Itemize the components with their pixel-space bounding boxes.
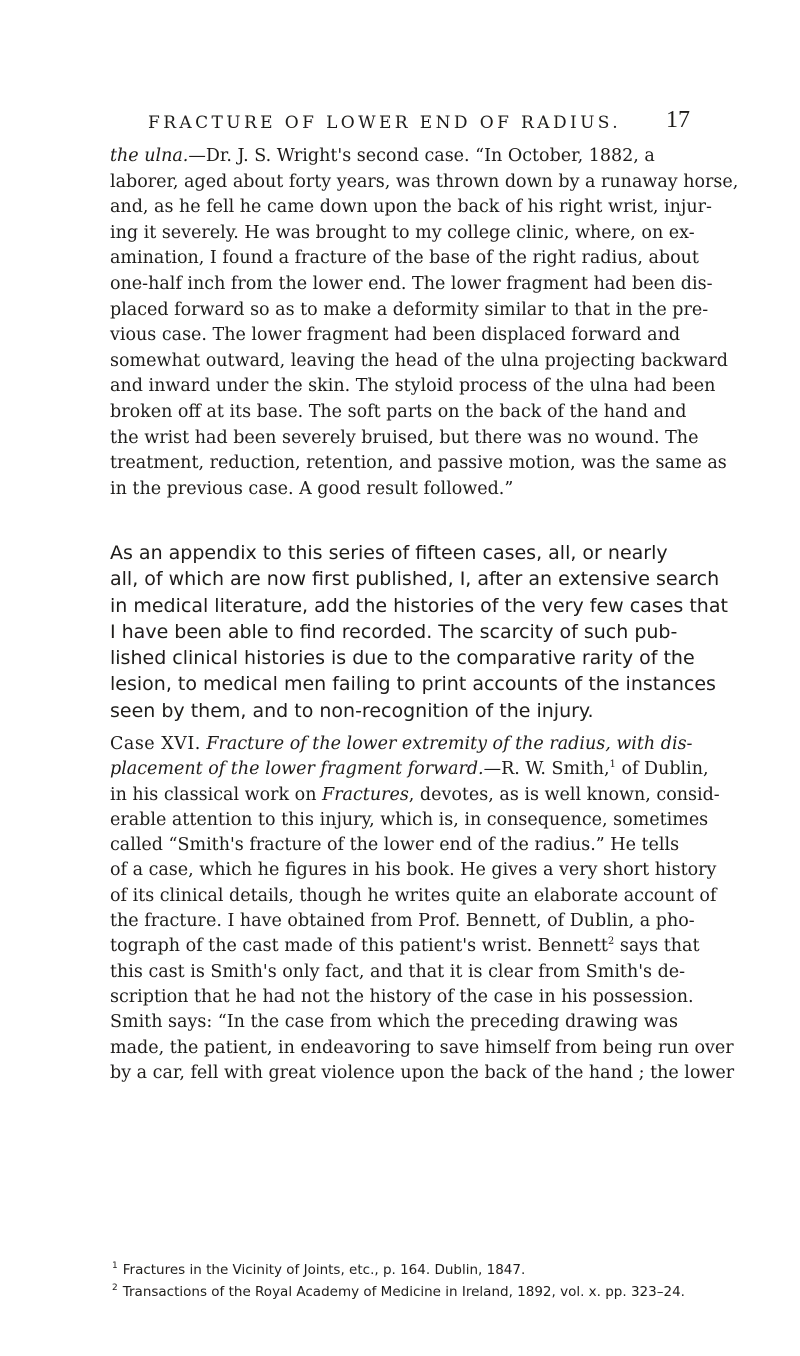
text-line: and, as he fell he came down upon the back of his right wrist, injur- bbox=[110, 197, 712, 218]
text-line: vious case. The lower fragment had been displaced forward and bbox=[110, 325, 681, 346]
footnote: $^2$ Transactions of the Royal Academy of Medicine in Ireland, 1892, vol. x. pp. 323–24. bbox=[112, 1283, 685, 1300]
text-line: of its clinical details, though he writes quite an elaborate account of bbox=[110, 885, 717, 906]
footnotes bbox=[110, 1257, 700, 1301]
case-title: Fracture of the lower extremity of the radius, with dis- bbox=[206, 734, 693, 754]
paragraph-case-xvi bbox=[110, 732, 735, 1086]
text-line: by a car, fell with great violence upon the back of the hand ; the lower bbox=[110, 1062, 735, 1083]
book-title: Fractures bbox=[322, 784, 409, 805]
text-line: I have been able to find recorded. The scarcity of such pub- bbox=[110, 620, 678, 643]
case-title-cont: placement of the lower fragment forward. bbox=[110, 759, 484, 780]
text-line: placement of the lower fragment forward.—R. W. Smith,$^1$ of Dublin, bbox=[110, 759, 709, 780]
text-line: lesion, to medical men failing to print accounts of the instances bbox=[110, 673, 716, 696]
footnote-ref-1: 1 bbox=[609, 759, 616, 771]
text-line: erable attention to this injury, which is, in consequence, sometimes bbox=[110, 809, 709, 830]
text-line: and inward under the skin. The styloid process of the ulna had been bbox=[110, 376, 716, 397]
text-line bbox=[110, 732, 698, 757]
text-line: laborer, aged about forty years, was thrown down by a runaway horse, bbox=[110, 171, 739, 192]
text-line: broken off at its base. The soft parts on the back of the hand and bbox=[110, 401, 687, 422]
text-line: ing it severely. He was brought to my college clinic, where, on ex- bbox=[110, 222, 695, 243]
text-line: As an appendix to this series of fifteen cases, all, or nearly bbox=[110, 542, 668, 564]
text-line: in the previous case. A good result followed.” bbox=[110, 478, 514, 499]
text-line: placed forward so as to make a deformity similar to that in the pre- bbox=[110, 299, 709, 320]
text-line: called “Smith's fracture of the lower end of the radius.” He tells bbox=[110, 835, 680, 856]
text-line: scription that he had not the history of the case in his possession. bbox=[110, 986, 694, 1007]
text-line: amination, I found a fracture of the base of the right radius, about bbox=[110, 248, 699, 269]
text-line: in his classical work on Fractures, devotes, as is well known, consid- bbox=[110, 784, 720, 805]
text-line: of a case, which he figures in his book. He gives a very short history bbox=[110, 860, 717, 881]
text-line: seen by them, and to non-recognition of the injury. bbox=[110, 699, 594, 722]
text-line: lished clinical histories is due to the comparative rarity of the bbox=[110, 647, 695, 670]
footnote-ref-2: 2 bbox=[607, 936, 615, 948]
text-line: the fracture. I have obtained from Prof. Bennett, of Dublin, a pho- bbox=[110, 911, 695, 932]
text-line: made, the patient, in endeavoring to save himself from being run over bbox=[110, 1037, 734, 1058]
text-line: somewhat outward, leaving the head of the ulna projecting backward bbox=[110, 350, 728, 371]
paragraph-appendix bbox=[110, 540, 728, 724]
paragraph-wright-case bbox=[110, 144, 739, 502]
text-line: all, of which are now first published, I, after an extensive search bbox=[110, 568, 720, 591]
text-line: tograph of the cast made of this patient's wrist. Bennett$^2$ says that bbox=[110, 936, 700, 957]
text-line: treatment, reduction, retention, and passive motion, was the same as bbox=[110, 453, 727, 474]
text-line: Smith says: “In the case from which the preceding drawing was bbox=[110, 1012, 678, 1033]
footnote: $^1$ Fractures in the Vicinity of Joints, etc., p. 164. Dublin, 1847. bbox=[112, 1261, 526, 1278]
text-line: the wrist had been severely bruised, but there was no wound. The bbox=[110, 427, 699, 448]
text-line: one-half inch from the lower end. The lower fragment had been dis- bbox=[110, 273, 713, 294]
running-head: FRACTURE OF LOWER END OF RADIUS. bbox=[148, 113, 622, 133]
text-line: the ulna.—Dr. J. S. Wright's second case. “In October, 1882, a bbox=[110, 146, 655, 166]
page-number: 17 bbox=[666, 107, 690, 133]
text-line: in medical literature, add the histories of the very few cases that bbox=[110, 594, 728, 617]
case-label: Case XVI. bbox=[110, 734, 201, 754]
text-line: this cast is Smith's only fact, and that it is clear from Smith's de- bbox=[110, 961, 686, 982]
